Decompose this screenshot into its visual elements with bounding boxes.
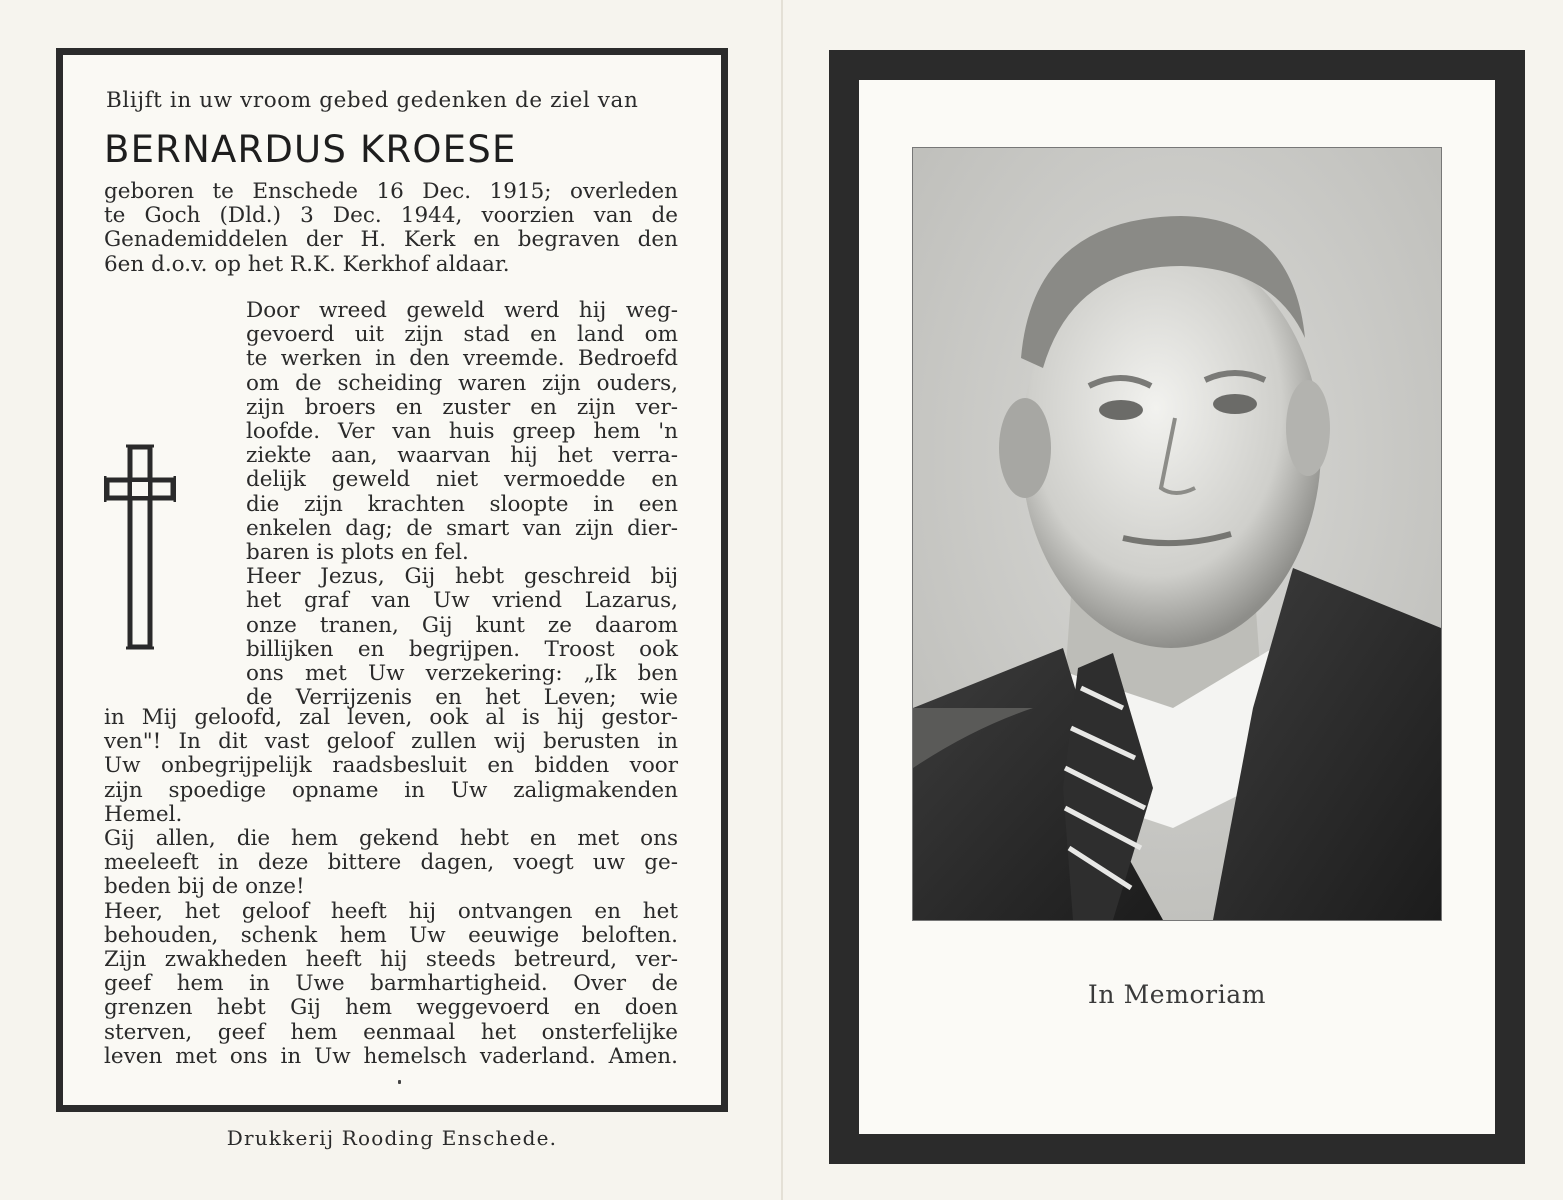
prayer-indented-paragraph (246, 299, 678, 710)
in-memoriam-caption: In Memoriam (1087, 980, 1267, 1009)
prayer-line: onze tranen, Gij kunt ze daarom (246, 612, 678, 638)
card-fold-line (781, 0, 783, 1200)
prayer-line: geef hem in Uwe barmhartigheid. Over de (104, 971, 678, 997)
prayer-line: enkelen dag; de smart van zijn dier- (246, 515, 678, 541)
prayer-line: grenzen hebt Gij hem weggevoerd en doen (104, 995, 678, 1021)
bio-line: geboren te Enschede 16 Dec. 1915; overleden (104, 179, 678, 204)
prayer-line: die zijn krachten sloopte in een (246, 491, 678, 517)
prayer-line: zijn broers en zuster en zijn ver- (246, 394, 678, 420)
prayer-line: zijn spoedige opname in Uw zaligmakenden (104, 777, 678, 803)
prayer-line: om de scheiding waren zijn ouders, (246, 370, 678, 396)
prayer-line: Heer Jezus, Gij hebt geschreid bij (246, 564, 678, 590)
portrait-photo (912, 147, 1442, 921)
prayer-line: loofde. Ver van huis greep hem 'n (246, 419, 678, 445)
prayer-line: de Verrijzenis en het Leven; wie (246, 685, 678, 711)
prayer-line: gevoerd uit zijn stad en land om (246, 322, 678, 348)
prayer-line: ziekte aan, waarvan hij het verra- (246, 443, 678, 469)
prayer-line: billijken en begrijpen. Troost ook (246, 636, 678, 662)
prayer-line: te werken in den vreemde. Bedroefd (246, 346, 678, 372)
prayer-line: behouden, schenk hem Uw eeuwige beloften. (104, 922, 678, 948)
bio-line: Genademiddelen der H. Kerk en begraven den (104, 227, 678, 253)
prayer-line: Gij allen, die hem gekend hebt en met ons (104, 826, 678, 852)
prayer-line: in Mij geloofd, zal leven, ook al is hij gestor- (104, 705, 678, 730)
prayer-line: leven met ons in Uw hemelsch vaderland. Amen. (104, 1043, 678, 1069)
intro-line: Blijft in uw vroom gebed gedenken de ziel van (106, 88, 639, 113)
bio-line: 6en d.o.v. op het R.K. Kerkhof aldaar. (104, 251, 510, 277)
prayer-line: beden bij de onze! (104, 874, 305, 900)
cross-icon (104, 444, 176, 650)
prayer-line: Uw onbegrijpelijk raadsbesluit en bidden voor (104, 753, 678, 779)
bio-line: te Goch (Dld.) 3 Dec. 1944, voorzien van de (104, 203, 678, 229)
prayer-full-paragraph (104, 706, 678, 1069)
bio-paragraph (104, 180, 678, 277)
prayer-line: ven"! In dit vast geloof zullen wij berusten in (104, 729, 678, 755)
prayer-line: sterven, geef hem eenmaal het onsterfelijke (104, 1019, 678, 1045)
prayer-line: Zijn zwakheden heeft hij steeds betreurd, ver- (104, 947, 678, 973)
prayer-line: meeleeft in deze bittere dagen, voegt uw ge- (104, 850, 678, 876)
deceased-name: BERNARDUS KROESE (104, 128, 517, 171)
prayer-line: Heer, het geloof heeft hij ontvangen en het (104, 898, 678, 924)
prayer-line: delijk geweld niet vermoedde en (246, 467, 678, 493)
prayer-line: Door wreed geweld werd hij weg- (246, 298, 678, 323)
printer-credit: Drukkerij Rooding Enschede. (226, 1126, 558, 1150)
prayer-line: Hemel. (104, 801, 183, 827)
prayer-line: ons met Uw verzekering: „Ik ben (246, 661, 678, 687)
prayer-line: baren is plots en fel. (246, 540, 469, 566)
print-speck (398, 1080, 401, 1084)
prayer-line: het graf van Uw vriend Lazarus, (246, 588, 678, 614)
